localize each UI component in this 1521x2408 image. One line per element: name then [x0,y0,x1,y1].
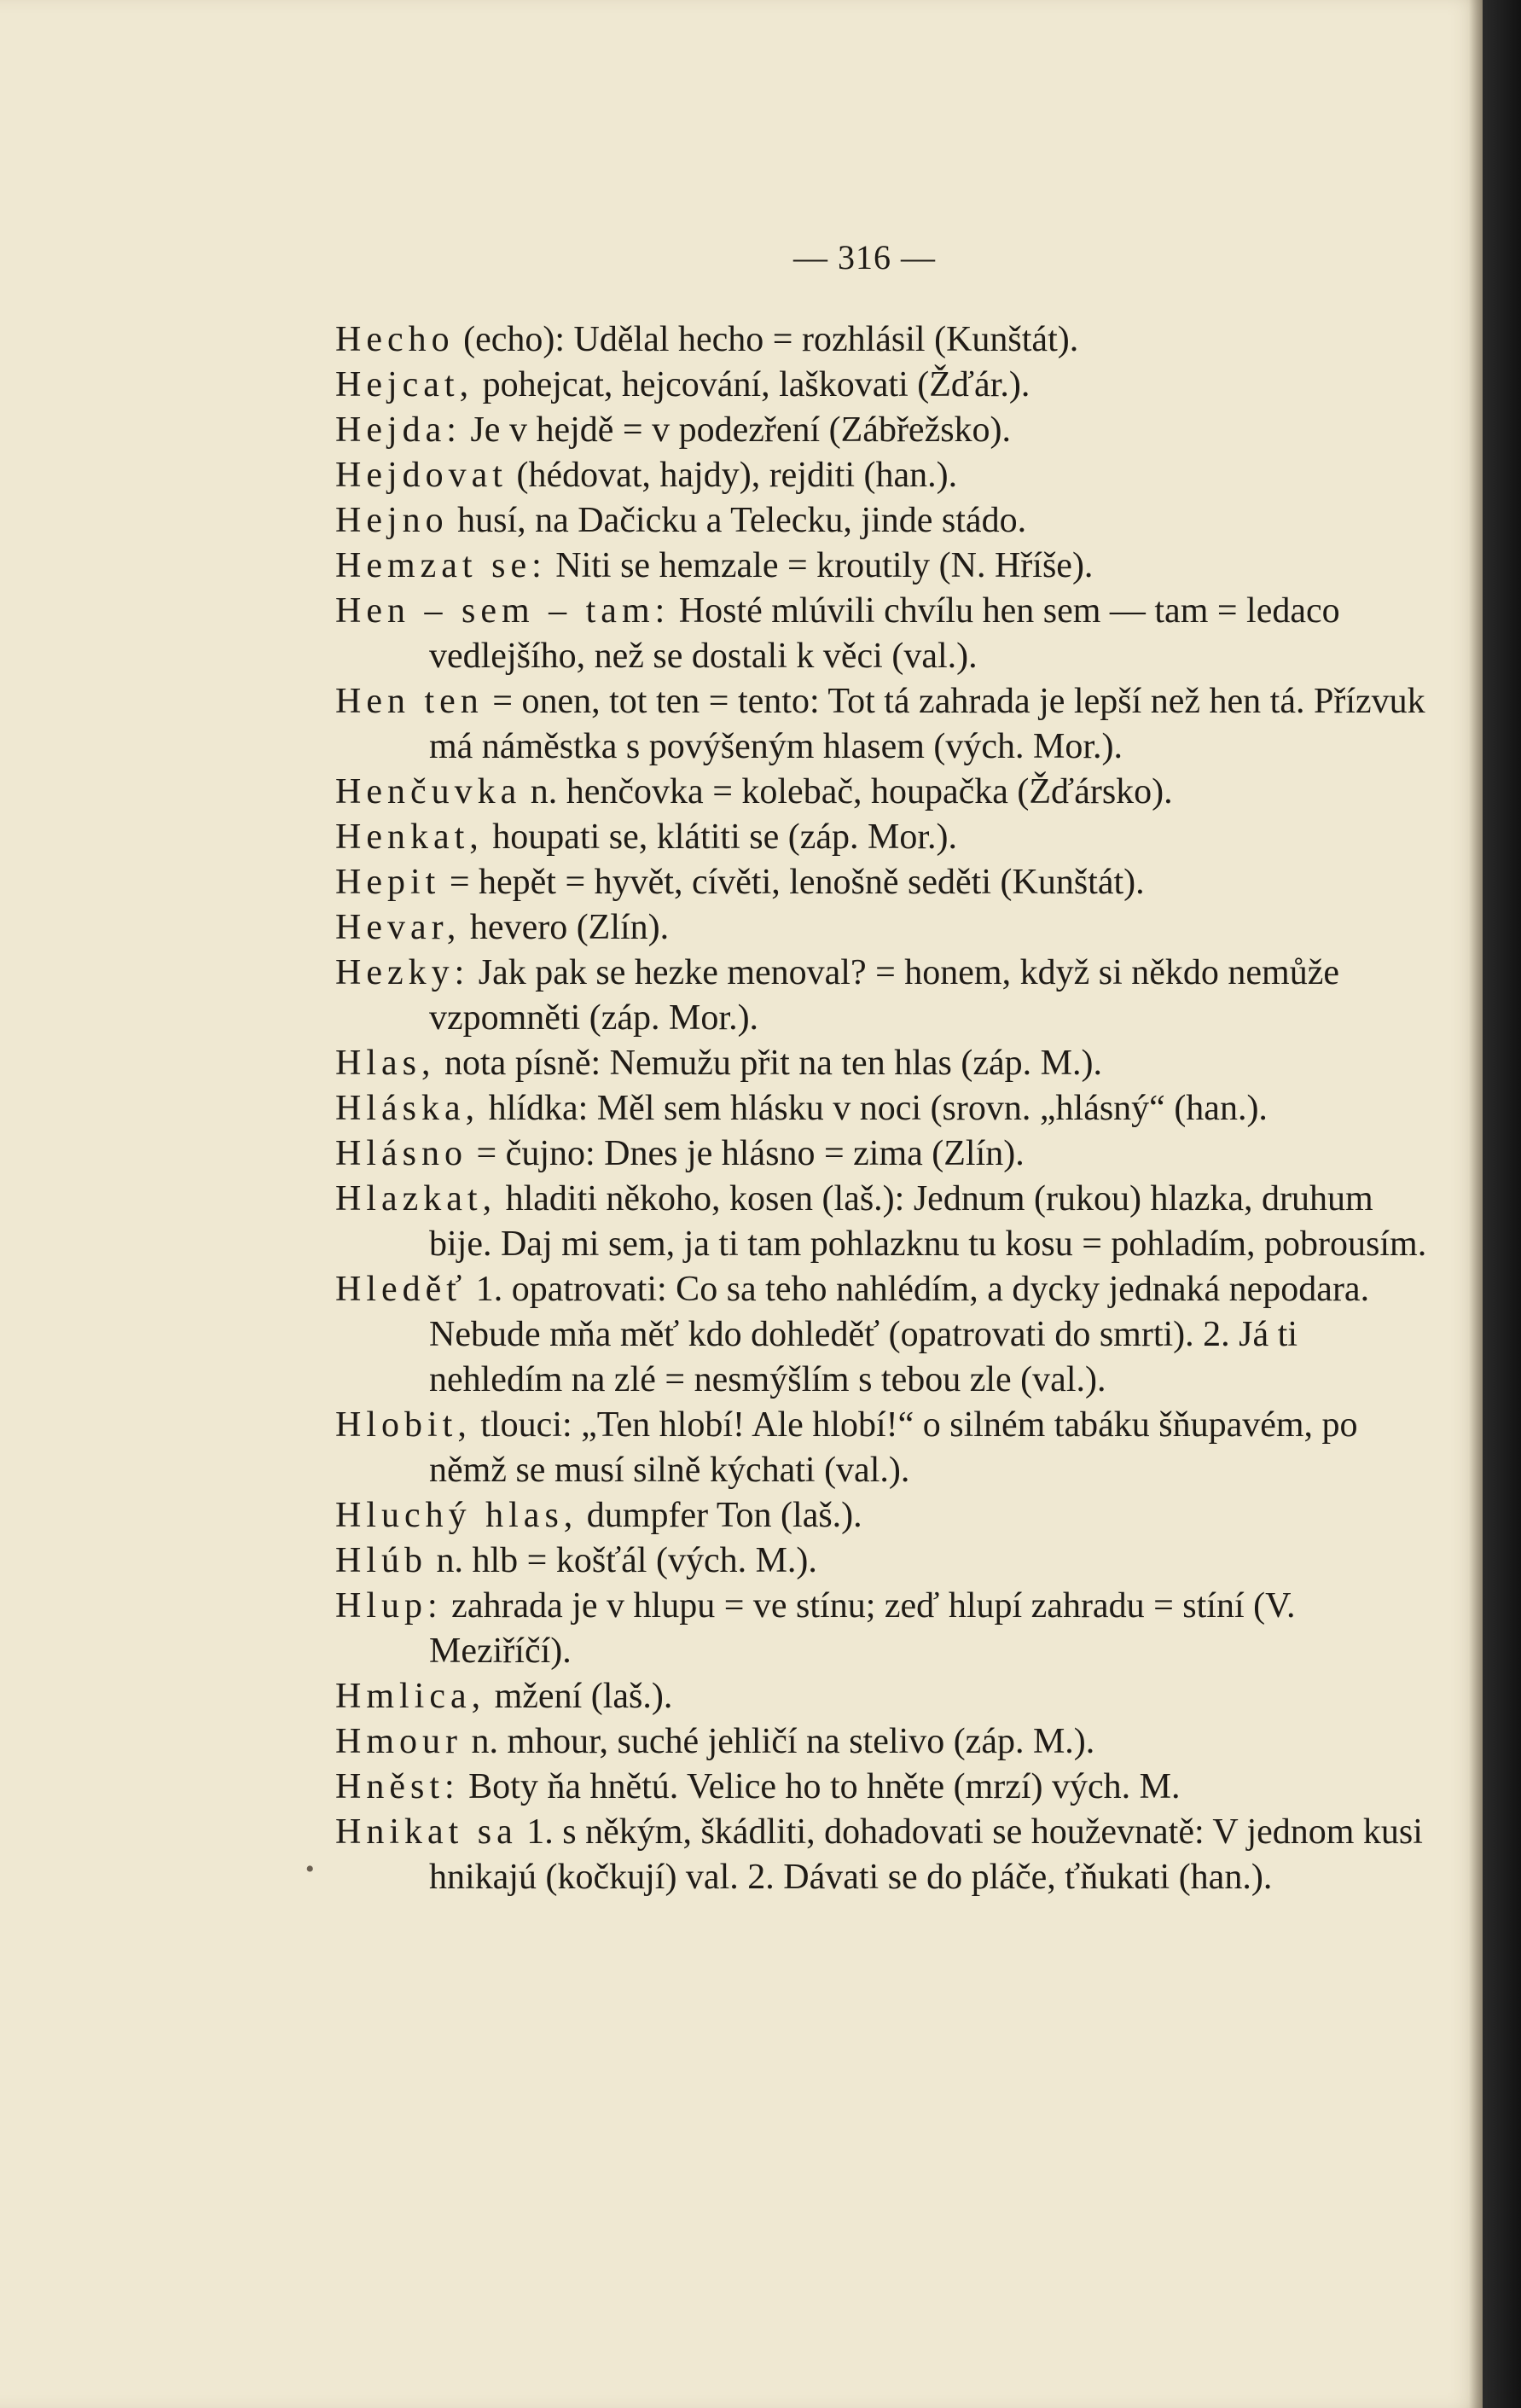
dictionary-entry [335,679,1436,770]
entry-headword: Hlásno [335,1134,467,1173]
dictionary-entry [335,589,1436,679]
entry-headword: Hecho [335,320,455,359]
entry-headword: Hejdovat [335,456,508,495]
dictionary-entries [335,317,1436,1900]
entry-definition: = hepět = hyvět, cívěti, lenošně seděti (Kunštát). [440,863,1145,902]
dictionary-entry [335,1538,1436,1584]
entry-headword: Hlup: [335,1586,443,1626]
entry-definition: hladiti někoho, kosen (laš.): Jednum (rukou) hlazka, druhum bije. Daj mi sem, ja ti tam pohlazknu tu kosu = pohladím, pobrousím. [429,1179,1427,1264]
page-edge-shadow [1469,0,1483,2408]
entry-definition: pohejcat, hejcování, laškovati (Žďár.). [473,365,1030,404]
entry-definition: 1. opatrovati: Co sa teho nahlédím, a dycky jednaká nepodara. Nebude mňa měť kdo dohleděť (opatrovati do smrti). 2. Já ti nehledím na zlé = nesmýšlím s tebou zle (val.). [429,1270,1370,1399]
entry-definition: n. mhour, suché jehličí na stelivo (záp. M.). [462,1722,1095,1761]
entry-definition: Niti se hemzale = kroutily (N. Hříše). [546,546,1094,585]
entry-headword: Hnikat sa [335,1812,518,1852]
entry-headword: Hláska, [335,1089,480,1128]
margin-mark-dot: • [305,1855,315,1883]
entry-definition: hevero (Zlín). [461,908,670,947]
entry-headword: Hlazkat, [335,1179,497,1219]
dictionary-entry [335,408,1436,453]
entry-definition: hlídka: Měl sem hlásku v noci (srovn. „hlásný“ (han.). [479,1089,1268,1128]
entry-definition: mžení (laš.). [485,1677,673,1716]
entry-definition: Boty ňa hnětú. Velice ho to hněte (mrzí) vých. M. [459,1767,1181,1806]
entry-definition: Jak pak se hezke menoval? = honem, když si někdo nemůže vzpomněti (záp. Mor.). [429,953,1339,1038]
entry-definition: Hosté mlúvili chvílu hen sem — tam = ledaco vedlejšího, než se dostali k věci (val.). [429,591,1340,676]
entry-headword: Hejno [335,501,449,540]
entry-headword: Hněst: [335,1767,460,1806]
entry-definition: husí, na Dačicku a Telecku, jinde stádo. [448,501,1027,540]
dictionary-entry [335,1267,1436,1403]
entry-headword: Hmour [335,1722,462,1761]
dictionary-entry [335,1719,1436,1765]
dictionary-entry [335,860,1436,905]
book-gutter [1483,0,1521,2408]
dictionary-entry [335,770,1436,815]
entry-definition: nota písně: Nemužu přit na ten hlas (záp. M.). [435,1044,1102,1083]
dictionary-entry [335,1403,1436,1493]
entry-definition: (hédovat, hajdy), rejditi (han.). [507,456,958,495]
dictionary-entry [335,363,1436,408]
dictionary-entry [335,905,1436,951]
entry-definition: n. henčovka = kolebač, houpačka (Žďársko). [521,772,1173,811]
entry-headword: Hejda: [335,410,462,450]
entry-definition: Je v hejdě = v podezření (Zábřežsko). [461,410,1012,450]
dictionary-entry [335,498,1436,544]
entry-headword: Hepit [335,863,441,902]
entry-headword: Hevar, [335,908,462,947]
entry-headword: Henčuvka [335,772,522,811]
dictionary-entry [335,1131,1436,1177]
dictionary-entry [335,951,1436,1041]
dictionary-entry [335,1810,1436,1900]
entry-definition: = čujno: Dnes je hlásno = zima (Zlín). [467,1134,1025,1173]
entry-definition: dumpfer Ton (laš.). [578,1496,862,1535]
entry-definition: n. hlb = košťál (vých. M.). [427,1541,817,1580]
entry-headword: Hleděť [335,1270,467,1309]
entry-headword: Henkat, [335,817,484,857]
dictionary-entry [335,1674,1436,1719]
entry-definition: houpati se, klátiti se (záp. Mor.). [483,817,958,857]
entry-headword: Hmlica, [335,1677,486,1716]
dictionary-entry [335,1177,1436,1267]
dictionary-entry [335,1765,1436,1810]
entry-definition: tlouci: „Ten hlobí! Ale hlobí!“ o silném tabáku šňupavém, po němž se musí silně kýchati (val.). [429,1405,1358,1490]
entry-headword: Hen – sem – tam: [335,591,671,631]
entry-headword: Hemzat se: [335,546,547,585]
dictionary-entry [335,1041,1436,1086]
entry-definition: = onen, tot ten = tento: Tot tá zahrada je lepší než hen tá. Přízvuk má náměstka s povýšeným hlasem (vých. Mor.). [429,682,1425,766]
entry-headword: Hezky: [335,953,470,992]
dictionary-entry [335,815,1436,860]
entry-headword: Hlúb [335,1541,427,1580]
entry-headword: Hluchý hlas, [335,1496,578,1535]
dictionary-entry [335,1584,1436,1674]
entry-definition: (echo): Udělal hecho = rozhlásil (Kunštát). [454,320,1079,359]
entry-headword: Hejcat, [335,365,474,404]
entry-headword: Hlobit, [335,1405,472,1445]
entry-definition: zahrada je v hlupu = ve stínu; zeď hlupí zahradu = stíní (V. Meziříčí). [429,1586,1296,1671]
dictionary-entry [335,544,1436,589]
entry-headword: Hen ten [335,682,484,721]
dictionary-entry [335,1086,1436,1131]
dictionary-entry [335,317,1436,363]
dictionary-entry [335,453,1436,498]
entry-headword: Hlas, [335,1044,436,1083]
dictionary-entry [335,1493,1436,1538]
page-number: — 316 — [793,238,936,276]
entry-definition: 1. s někým, škádliti, dohadovati se houževnatě: V jednom kusi hnikajú (kočkují) val. 2. Dávati se do pláče, ťňukati (han.). [429,1812,1423,1897]
